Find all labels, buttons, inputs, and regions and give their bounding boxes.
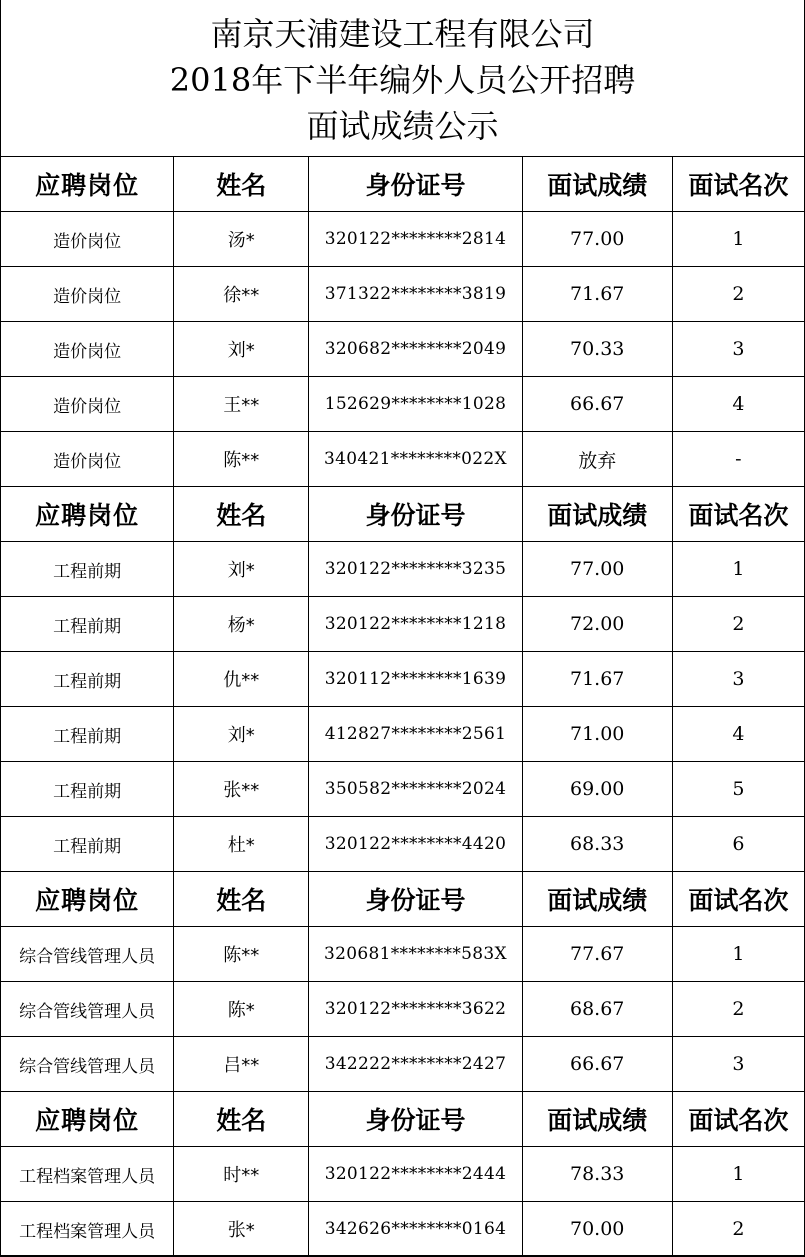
header-rank: 面试名次	[672, 872, 804, 927]
rank-cell: 3	[672, 652, 804, 707]
position-cell: 工程前期	[1, 817, 174, 872]
header-row	[1, 157, 805, 212]
header-position: 应聘岗位	[1, 157, 174, 212]
header-row	[1, 487, 805, 542]
rank-cell: 1	[672, 212, 804, 267]
id-number-cell: 350582********2024	[309, 762, 522, 817]
name-cell: 仇**	[174, 652, 309, 707]
position-cell: 工程前期	[1, 652, 174, 707]
id-number-cell: 320122********3235	[309, 542, 522, 597]
rank-cell: 1	[672, 927, 804, 982]
name-cell: 张**	[174, 762, 309, 817]
score-cell: 77.00	[522, 212, 672, 267]
score-cell: 71.67	[522, 652, 672, 707]
id-number-cell: 320122********1218	[309, 597, 522, 652]
score-cell: 66.67	[522, 377, 672, 432]
header-row	[1, 872, 805, 927]
table-row	[1, 982, 805, 1037]
score-cell: 68.67	[522, 982, 672, 1037]
header-score: 面试成绩	[522, 872, 672, 927]
header-name: 姓名	[174, 487, 309, 542]
position-cell: 造价岗位	[1, 322, 174, 377]
title-block	[0, 0, 805, 156]
position-cell: 造价岗位	[1, 377, 174, 432]
table-row	[1, 762, 805, 817]
rank-cell: 3	[672, 1037, 804, 1092]
score-cell: 77.00	[522, 542, 672, 597]
table-row	[1, 212, 805, 267]
header-id: 身份证号	[309, 872, 522, 927]
table-row	[1, 707, 805, 762]
id-number-cell: 342222********2427	[309, 1037, 522, 1092]
header-score: 面试成绩	[522, 1092, 672, 1147]
id-number-cell: 152629********1028	[309, 377, 522, 432]
table-row	[1, 322, 805, 377]
rank-cell: 1	[672, 542, 804, 597]
name-cell: 汤*	[174, 212, 309, 267]
rank-cell: 2	[672, 267, 804, 322]
rank-cell: 3	[672, 322, 804, 377]
position-cell: 造价岗位	[1, 212, 174, 267]
id-number-cell: 340421********022X	[309, 432, 522, 487]
name-cell: 刘*	[174, 707, 309, 762]
rank-cell: 6	[672, 817, 804, 872]
score-cell: 77.67	[522, 927, 672, 982]
table-row	[1, 597, 805, 652]
id-number-cell: 371322********3819	[309, 267, 522, 322]
id-number-cell: 320122********4420	[309, 817, 522, 872]
header-rank: 面试名次	[672, 1092, 804, 1147]
table-row	[1, 817, 805, 872]
header-id: 身份证号	[309, 157, 522, 212]
score-cell: 70.00	[522, 1202, 672, 1257]
results-table	[0, 156, 805, 1257]
table-row	[1, 1037, 805, 1092]
id-number-cell: 320122********2814	[309, 212, 522, 267]
name-cell: 陈*	[174, 982, 309, 1037]
position-cell: 造价岗位	[1, 432, 174, 487]
id-number-cell: 412827********2561	[309, 707, 522, 762]
position-cell: 工程前期	[1, 762, 174, 817]
position-cell: 造价岗位	[1, 267, 174, 322]
score-cell: 78.33	[522, 1147, 672, 1202]
name-cell: 陈**	[174, 432, 309, 487]
header-position: 应聘岗位	[1, 487, 174, 542]
score-cell: 68.33	[522, 817, 672, 872]
rank-cell: 2	[672, 982, 804, 1037]
id-number-cell: 320122********3622	[309, 982, 522, 1037]
header-score: 面试成绩	[522, 487, 672, 542]
header-id: 身份证号	[309, 487, 522, 542]
header-name: 姓名	[174, 157, 309, 212]
position-cell: 综合管线管理人员	[1, 982, 174, 1037]
table-row	[1, 652, 805, 707]
rank-cell: -	[672, 432, 804, 487]
table-row	[1, 542, 805, 597]
score-cell: 71.00	[522, 707, 672, 762]
header-score: 面试成绩	[522, 157, 672, 212]
position-cell: 工程档案管理人员	[1, 1202, 174, 1257]
results-table-body	[1, 157, 805, 1257]
name-cell: 陈**	[174, 927, 309, 982]
table-row	[1, 927, 805, 982]
table-row	[1, 267, 805, 322]
id-number-cell: 320112********1639	[309, 652, 522, 707]
id-number-cell: 342626********0164	[309, 1202, 522, 1257]
name-cell: 刘*	[174, 322, 309, 377]
score-cell: 69.00	[522, 762, 672, 817]
id-number-cell: 320122********2444	[309, 1147, 522, 1202]
company-title: 南京天浦建设工程有限公司	[210, 15, 595, 53]
table-row	[1, 1202, 805, 1257]
rank-cell: 2	[672, 1202, 804, 1257]
header-row	[1, 1092, 805, 1147]
rank-cell: 5	[672, 762, 804, 817]
table-row	[1, 1147, 805, 1202]
name-cell: 刘*	[174, 542, 309, 597]
score-cell: 71.67	[522, 267, 672, 322]
id-number-cell: 320681********583X	[309, 927, 522, 982]
name-cell: 张*	[174, 1202, 309, 1257]
name-cell: 吕**	[174, 1037, 309, 1092]
name-cell: 杜*	[174, 817, 309, 872]
position-cell: 综合管线管理人员	[1, 927, 174, 982]
score-cell: 放弃	[522, 432, 672, 487]
header-rank: 面试名次	[672, 487, 804, 542]
header-id: 身份证号	[309, 1092, 522, 1147]
score-cell: 72.00	[522, 597, 672, 652]
score-cell: 70.33	[522, 322, 672, 377]
position-cell: 工程前期	[1, 597, 174, 652]
name-cell: 王**	[174, 377, 309, 432]
header-name: 姓名	[174, 1092, 309, 1147]
rank-cell: 4	[672, 707, 804, 762]
position-cell: 工程前期	[1, 707, 174, 762]
header-position: 应聘岗位	[1, 872, 174, 927]
position-cell: 工程前期	[1, 542, 174, 597]
score-cell: 66.67	[522, 1037, 672, 1092]
header-position: 应聘岗位	[1, 1092, 174, 1147]
position-cell: 工程档案管理人员	[1, 1147, 174, 1202]
header-rank: 面试名次	[672, 157, 804, 212]
name-cell: 徐**	[174, 267, 309, 322]
id-number-cell: 320682********2049	[309, 322, 522, 377]
rank-cell: 1	[672, 1147, 804, 1202]
rank-cell: 2	[672, 597, 804, 652]
position-cell: 综合管线管理人员	[1, 1037, 174, 1092]
name-cell: 杨*	[174, 597, 309, 652]
name-cell: 时**	[174, 1147, 309, 1202]
header-name: 姓名	[174, 872, 309, 927]
rank-cell: 4	[672, 377, 804, 432]
recruitment-title: 2018年下半年编外人员公开招聘	[169, 61, 636, 99]
table-row	[1, 377, 805, 432]
table-row	[1, 432, 805, 487]
announcement-title: 面试成绩公示	[306, 107, 499, 145]
